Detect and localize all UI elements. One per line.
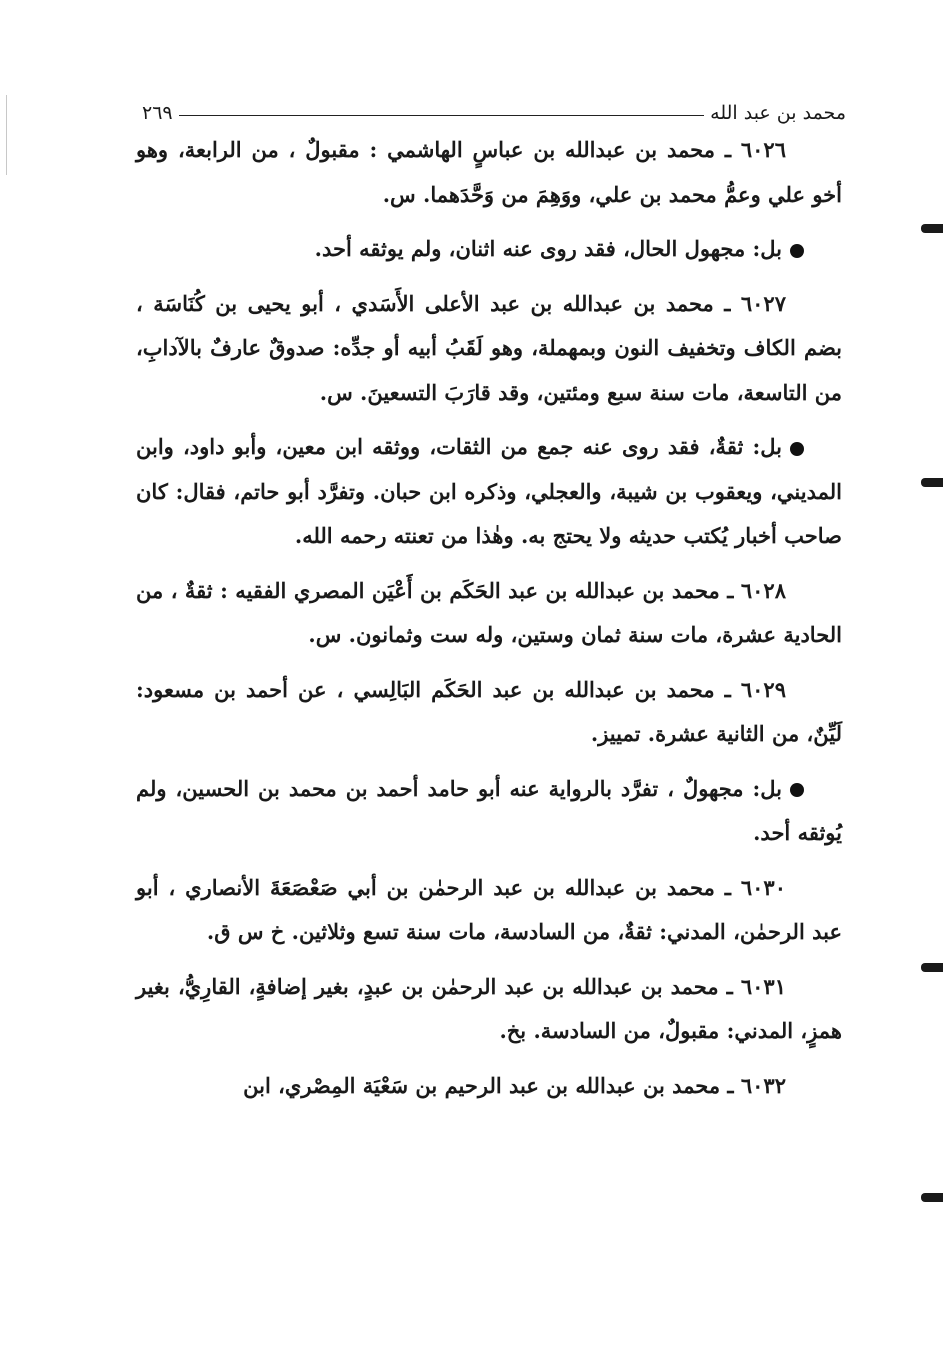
entry-text: ٦٠٢٧ ـ محمد بن عبدالله بن عبد الأعلى الأَسَدي ، أبو يحيى بن كُنَاسَة ، بضم الكاف وتخفيف النون وبمهملة، وهو لَقَبُ أبيه أو جدِّه: صدوقٌ عارفٌ بالآدابِ، من التاسعة، مات سنة سبع ومئتين، وقد قارَبَ التسعينَ. س. — [136, 290, 842, 405]
biography-entry-6030 — [136, 866, 842, 955]
editor-comment — [136, 767, 842, 856]
entry-text: ٦٠٣٠ ـ محمد بن عبدالله بن عبد الرحمٰن بن أبي صَعْصَعَةَ الأنصاري ، أبو عبد الرحمٰن، المدني: ثقةٌ، من السادسة، مات سنة تسع وثلاثين. خ س ق. — [136, 874, 842, 944]
scan-edge-mark — [921, 224, 943, 233]
scan-edge-mark — [921, 1193, 943, 1202]
entry-text: ٦٠٢٦ ـ محمد بن عبدالله بن عباسٍ الهاشمي : مقبولٌ ، من الرابعة، وهو أخو علي وعمُّ محمد بن علي، ووَهِمَ من وَحَّدَهما. س. — [136, 137, 842, 207]
scan-artifact — [6, 95, 7, 175]
bullet-icon — [790, 442, 804, 456]
entry-text: ٦٠٢٩ ـ محمد بن عبدالله بن عبد الحَكَم البَالِسي ، عن أحمد بن مسعود: لَيِّنٌ، من الثانية عشرة. تمييز. — [136, 676, 842, 746]
page-number: ٢٦٩ — [142, 102, 173, 124]
header-rule — [179, 115, 705, 116]
bullet-icon — [790, 783, 804, 797]
editor-comment — [136, 227, 842, 272]
comment-text: بل: مجهول الحال، فقد روى عنه اثنان، ولم يوثقه أحد. — [314, 236, 782, 261]
comment-text: بل: مجهولٌ ، تفرَّد بالرواية عنه أبو حامد أحمد بن محمد بن الحسين، ولم يُوثقه أحد. — [136, 775, 842, 845]
bullet-icon — [790, 244, 804, 258]
entry-text: ٦٠٣١ ـ محمد بن عبدالله بن عبد الرحمٰن بن عبدٍ، بغير إضافةٍ، القارِيُّ، بغير همزٍ، المدني: مقبولٌ، من السادسة. بخ. — [136, 973, 842, 1043]
biography-entry-6029 — [136, 668, 842, 757]
biography-entry-6031 — [136, 965, 842, 1054]
scan-edge-mark — [921, 478, 943, 487]
page-content — [136, 128, 842, 1118]
biography-entry-6026 — [136, 128, 842, 217]
running-title: محمد بن عبد الله — [710, 102, 846, 124]
editor-comment — [136, 425, 842, 559]
biography-entry-6032 — [136, 1064, 842, 1109]
comment-text: بل: ثقةٌ، فقد روى عنه جمع من الثقات، ووثقه ابن معين، وأبو داود، وابن المديني، ويعقوب بن شيبة، والعجلي، وذكره ابن حبان. وتفرَّد أبو حاتم، فقال: كان صاحب أخبار يُكتب حديثه ولا يحتج به. وهٰذا من تعنته رحمه الله. — [136, 434, 842, 548]
biography-entry-6028 — [136, 569, 842, 658]
biography-entry-6027 — [136, 282, 842, 416]
entry-text: ٦٠٣٢ ـ محمد بن عبدالله بن عبد الرحيم بن سَعْيَة المِصْري، ابن — [243, 1072, 786, 1098]
scan-edge-mark — [921, 963, 943, 972]
entry-text: ٦٠٢٨ ـ محمد بن عبدالله بن عبد الحَكَم بن أَعْيَن المصري الفقيه : ثقةٌ ، من الحادية عشرة، مات سنة ثمان وستين، وله ست وثمانون. س. — [136, 577, 842, 647]
running-header — [142, 88, 846, 124]
